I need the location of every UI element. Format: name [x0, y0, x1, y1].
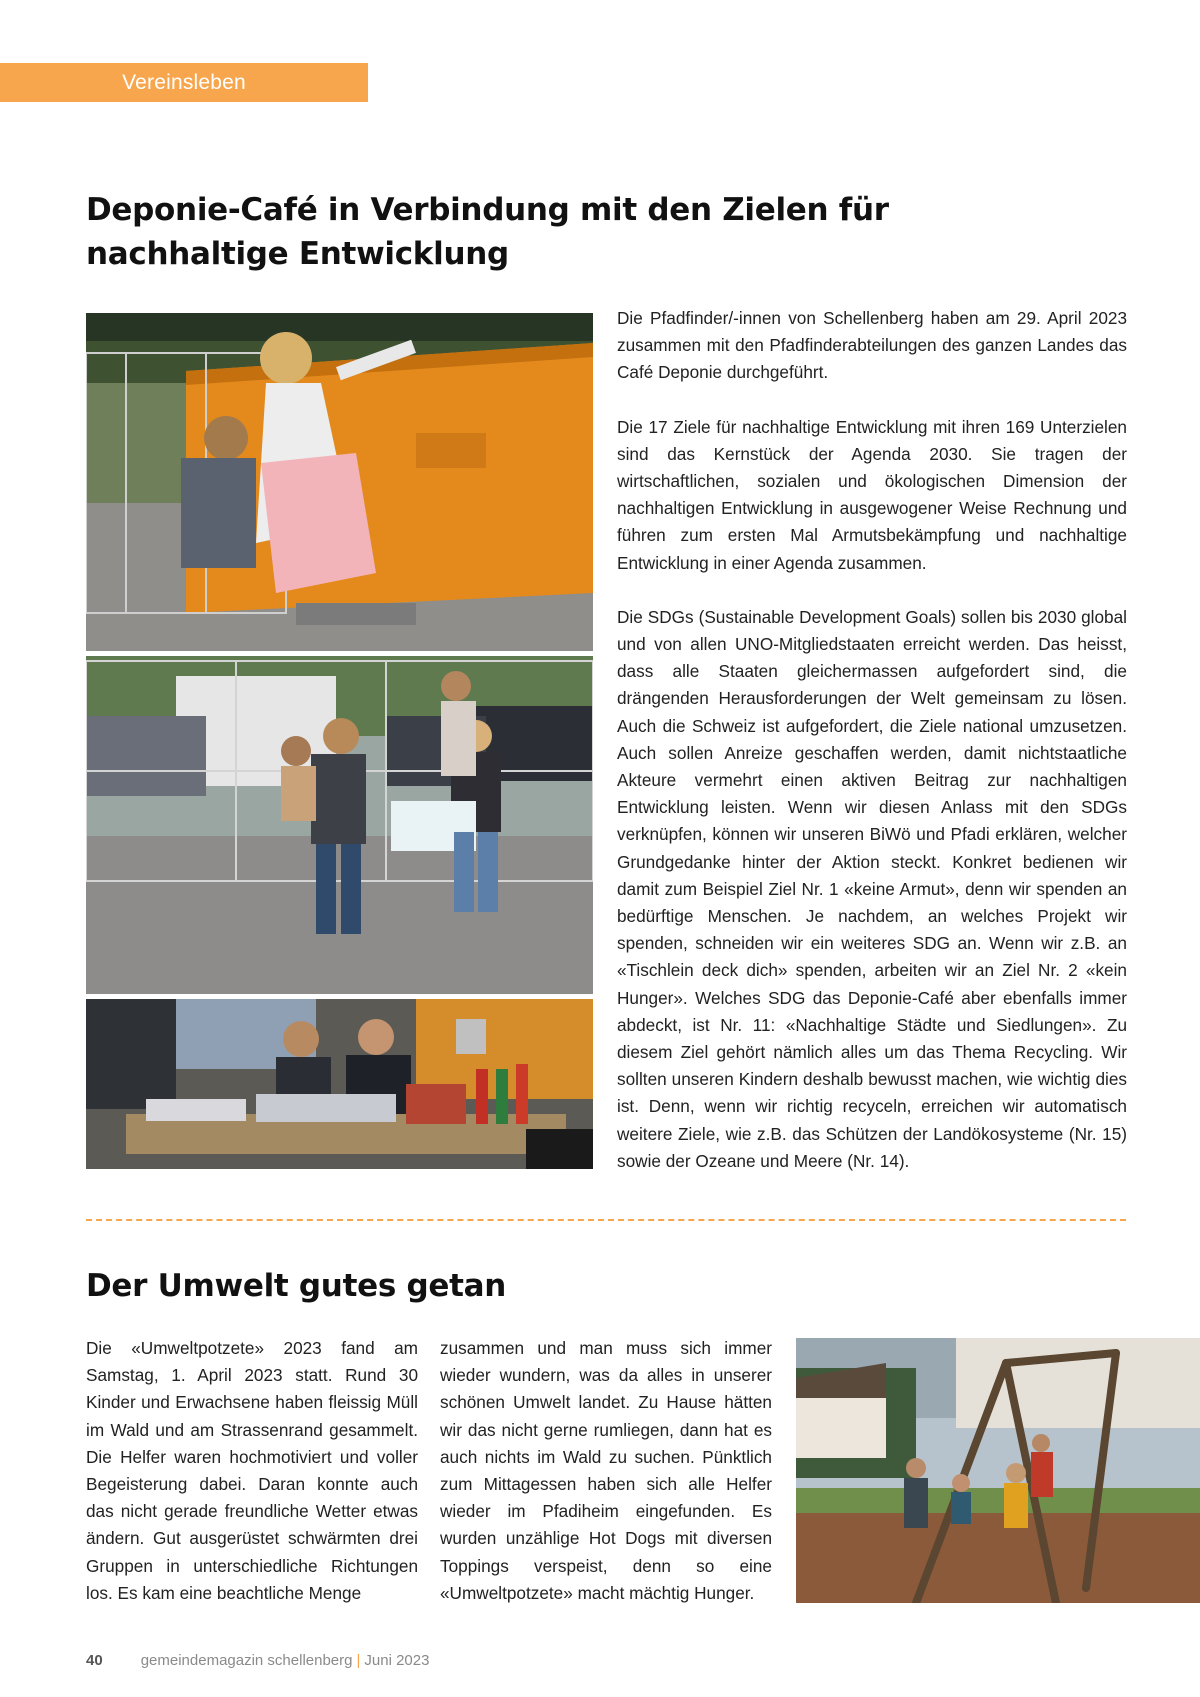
footer-separator: |	[356, 1652, 361, 1669]
article2-title: Der Umwelt gutes getan	[86, 1268, 506, 1304]
article-paragraph: Die 17 Ziele für nachhaltige Entwicklung mit ihren 169 Unterzielen sind das Kernstück der Agenda 2030. Sie tragen der wirtschaftlichen, sozialen und ökologischen Dimension der nachhaltigen Entwicklung in ausgewogener Weise Rechnung und führen zum ersten Mal Armutsbekämpfung und nachhaltige Entwicklung in einer Agenda zusammen.	[617, 416, 1127, 573]
publication-name: gemeindemagazin schellenberg	[140, 1652, 353, 1669]
page-number: 40	[86, 1652, 103, 1669]
article2-column-left	[86, 1335, 418, 1607]
article2-paragraph: zusammen und man muss sich immer wieder wundern, was da alles in unserer schönen Umwelt landet. Zu Hause hätten wir das nicht gerne rumliegen, dann hat es auch nichts im Wald zu suchen. Pünktlich zum Mittagessen haben sich alle Helfer wieder im Pfadiheim eingefunden. Es wurden unzählige Hot Dogs mit diversen Toppings verspeist, denn so eine «Umweltpotzete» macht mächtig Hunger.	[440, 1338, 772, 1603]
section-label: Vereinsleben	[0, 63, 368, 102]
issue-date: Juni 2023	[364, 1652, 430, 1669]
photo-scouts-carrying-box	[86, 656, 593, 994]
article-body-right-column	[617, 305, 1127, 1175]
photo-playground-swing	[796, 1338, 1200, 1603]
photo-cafe-table	[86, 999, 593, 1169]
section-divider	[86, 1219, 1126, 1221]
article2-paragraph: Die «Umweltpotzete» 2023 fand am Samstag, 1. April 2023 statt. Rund 30 Kinder und Erwachsene haben fleissig Müll im Wald und am Strassenrand gesammelt. Die Helfer waren hochmotiviert und voller Begeisterung dabei. Daran konnte auch das nicht gerade freundliche Wetter etwas ändern. Gut ausgerüstet schwärmten drei Gruppen in unterschiedliche Richtungen los. Es kam eine beachtliche Menge	[86, 1338, 418, 1603]
photo-deponie-container	[86, 313, 593, 651]
article-title: Deponie-Café in Verbindung mit den Zielen für nachhaltige Entwicklung	[86, 192, 889, 272]
page-footer	[86, 1652, 429, 1669]
article-paragraph: Die Pfadfinder/-innen von Schellenberg haben am 29. April 2023 zusammen mit den Pfadfinderabteilungen des ganzen Landes das Café Deponie durchgeführt.	[617, 308, 1127, 383]
article-paragraph: Die SDGs (Sustainable Development Goals) sollen bis 2030 global und von allen UNO-Mitgliedstaaten erreicht werden. Das heisst, dass alle Staaten gleichermassen aufgefordert sind, die drängenden Herausforderungen der Welt gemeinsam zu lösen. Auch die Schweiz ist aufgefordert, die Ziele national umzusetzen. Auch sollen Anreize geschaffen werden, damit nichtstaatliche Akteure vermehrt einen aktiven Beitrag zur nachhaltigen Entwicklung leisten. Wenn wir diesen Anlass mit den SDGs verknüpfen, können wir unseren BiWö und Pfadi erklären, welcher Grundgedanke hinter der Aktion steckt. Konkret bedienen wir damit zum Beispiel Ziel Nr. 1 «keine Armut», denn wir spenden an bedürftige Menschen. Je nachdem, an welches Projekt wir spenden, schneiden wir ein weiteres SDG an. Wenn wir z.B. an «Tischlein deck dich» spenden, arbeiten wir an Ziel Nr. 2 «kein Hunger». Welches SDG das Deponie-Café aber ebenfalls immer abdeckt, ist Nr. 11: «Nachhaltige Städte und Siedlungen». Zu diesem Ziel gehört nämlich alles um das Thema Recycling. Wir sollten unseren Kindern deshalb bewusst machen, wie wichtig dies ist. Denn, wenn wir richtig recyceln, erreichen wir automatisch weitere Ziele, wie z.B. das Schützen der Landökosysteme (Nr. 15) sowie der Ozeane und Meere (Nr. 14).	[617, 606, 1127, 1171]
article2-column-middle	[440, 1335, 772, 1607]
